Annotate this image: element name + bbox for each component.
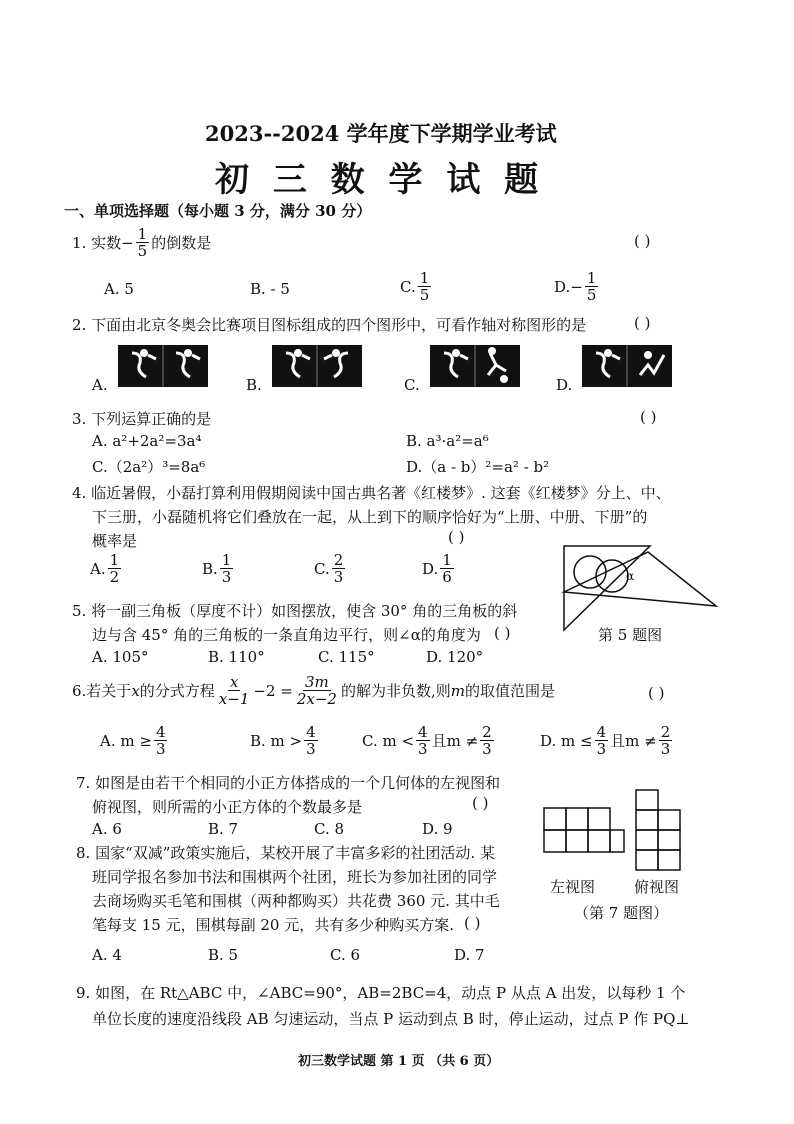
q6-c-mid: 且m ≠ (431, 732, 479, 750)
q2-answer-paren: ( ) (634, 314, 651, 332)
q6-stem-d: 的取值范围是 (464, 682, 555, 700)
q7-top-view-label: 俯视图 (634, 878, 680, 896)
question-8-line1: 8. 国家“双减”政策实施后，某校开展了丰富多彩的社团活动. 某 (76, 844, 495, 862)
q4-d-num: 1 (442, 551, 452, 569)
question-5-line1: 5. 将一副三角板（厚度不计）如图摆放，使含 30° 角的三角板的斜 (72, 602, 518, 620)
q5-option-b: B. 110° (208, 648, 265, 666)
q6-var-m: m (450, 681, 465, 700)
skier-hockey-icon (430, 345, 520, 387)
q6-d-num1: 4 (596, 723, 607, 741)
q6-a-den: 3 (155, 740, 166, 758)
q7-top-view-figure (634, 788, 694, 872)
exam-title: 2023--2024 学年度下学期学业考试 (205, 121, 557, 146)
q6-mid: −2 = (253, 681, 293, 700)
q4-option-b (202, 552, 235, 585)
q7-option-b: B. 7 (208, 820, 239, 838)
q4-c-label: C. (314, 559, 330, 578)
q1-stem-a: 1. 实数 (72, 234, 122, 252)
q5-option-a: A. 105° (92, 648, 149, 666)
q4-d-den: 6 (442, 568, 452, 586)
q1-minus: − (121, 233, 134, 252)
skier-mirror-icon (272, 345, 362, 387)
q6-d-den1: 3 (596, 740, 607, 758)
q2-figure-a (118, 345, 208, 387)
question-3-stem: 3. 下列运算正确的是 (72, 410, 212, 428)
q6-stem-c: 的解为非负数,则 (340, 682, 451, 700)
q4-b-label: B. (202, 559, 218, 578)
q4-b-num: 1 (221, 551, 232, 569)
q3-option-b: B. a³·a²=a⁶ (406, 432, 489, 450)
page-footer: 初三数学试题 第 1 页 （共 6 页） (298, 1054, 500, 1069)
q6-f2-den: 2x−2 (296, 690, 337, 708)
q1-option-b: B. - 5 (250, 280, 290, 298)
q8-option-c: C. 6 (330, 946, 361, 964)
q6-option-d (540, 724, 674, 757)
q6-answer-paren: ( ) (648, 684, 665, 702)
q4-c-den: 3 (333, 568, 344, 586)
q2-label-c: C. (404, 376, 420, 394)
question-8-line4: 笔每支 15 元，围棋每副 20 元，共有多少种购买方案. (92, 916, 455, 934)
q6-c-den1: 3 (418, 740, 428, 758)
question-7-line1: 7. 如图是由若干个相同的小正方体搭成的一个几何体的左视图和 (76, 774, 501, 792)
q8-answer-paren: ( ) (464, 914, 481, 932)
question-4-line2: 下三册，小磊随机将它们叠放在一起，从上到下的顺序恰好为“上册、中册、下册”的 (92, 508, 648, 526)
q1-option-a: A. 5 (104, 280, 134, 298)
q4-c-num: 2 (333, 551, 344, 569)
q5-answer-paren: ( ) (494, 624, 511, 642)
q2-figure-d (582, 345, 672, 387)
q1-d-den: 5 (586, 286, 597, 304)
q4-a-label: A. (90, 559, 106, 578)
section-heading: 一、单项选择题（每小题 3 分，满分 30 分） (64, 202, 372, 220)
question-6-stem (72, 674, 555, 707)
q2-label-d: D. (556, 376, 573, 394)
q5-triangles-figure (560, 542, 720, 632)
q1-option-c (400, 270, 433, 303)
q1-fraction (136, 226, 150, 259)
q6-f1-den: x−1 (218, 690, 250, 708)
q6-b-label: B. m > (250, 731, 303, 750)
q6-d-label: D. m ≤ (540, 731, 593, 750)
question-1-stem (72, 226, 211, 259)
q7-option-d: D. 9 (422, 820, 453, 838)
question-5-line2: 边与含 45° 角的三角板的一条直角边平行，则∠α的角度为 (92, 626, 481, 644)
q4-b-den: 3 (221, 568, 232, 586)
q8-option-a: A. 4 (92, 946, 122, 964)
q2-label-a: A. (92, 376, 108, 394)
q4-a-num: 1 (109, 551, 120, 569)
q4-answer-paren: ( ) (448, 528, 465, 546)
q6-b-num: 4 (306, 723, 316, 741)
q6-d-mid: 且m ≠ (610, 732, 657, 750)
q5-option-d: D. 120° (426, 648, 484, 666)
q6-stem-a: 6.若关于 (72, 682, 132, 700)
q1-option-d (554, 270, 600, 303)
skier-skating-icon (582, 345, 672, 387)
question-8-line2: 班同学报名参加书法和围棋两个社团，班长为参加社团的同学 (92, 868, 498, 886)
q5-option-c: C. 115° (318, 648, 375, 666)
q6-option-a (100, 724, 169, 757)
q1-c-den: 5 (419, 286, 430, 304)
q7-left-view-label: 左视图 (550, 878, 596, 896)
q6-a-num: 4 (155, 723, 166, 741)
q6-option-c (362, 724, 496, 757)
q1-den: 5 (137, 242, 148, 260)
q3-option-a: A. a²+2a²=3a⁴ (92, 432, 202, 450)
q5-alpha-label: α (626, 569, 635, 583)
q1-c-num: 1 (419, 269, 430, 287)
q8-option-d: D. 7 (454, 946, 485, 964)
q6-f2-num: 3m (305, 673, 329, 691)
q6-stem-b: 的分式方程 (139, 682, 215, 700)
q6-a-label: A. m ≥ (100, 731, 152, 750)
question-2-stem: 2. 下面由北京冬奥会比赛项目图标组成的四个图形中，可看作轴对称图形的是 (72, 316, 587, 334)
q2-figure-b (272, 345, 362, 387)
q3-answer-paren: ( ) (640, 408, 657, 426)
q1-d-num: 1 (586, 269, 597, 287)
q1-d-minus: − (570, 277, 583, 296)
q6-var-x: x (131, 681, 140, 700)
q7-option-a: A. 6 (92, 820, 122, 838)
q6-f1-num: x (229, 673, 239, 691)
question-8-line3: 去商场购买毛笔和围棋（两种都购买）共花费 360 元. 其中毛 (92, 892, 500, 910)
q7-answer-paren: ( ) (472, 794, 489, 812)
q1-num: 1 (137, 225, 148, 243)
q5-caption: 第 5 题图 (598, 626, 663, 644)
q1-answer-paren: ( ) (634, 232, 651, 250)
q8-option-b: B. 5 (208, 946, 239, 964)
q6-c-num1: 4 (418, 723, 428, 741)
q6-d-den2: 3 (660, 740, 671, 758)
q4-option-d (422, 552, 456, 585)
q4-option-a (90, 552, 123, 585)
q3-option-c: C.（2a²）³=8a⁶ (92, 458, 206, 476)
q7-caption: （第 7 题图） (574, 904, 669, 922)
q6-c-num2: 2 (482, 723, 492, 741)
q3-option-d: D.（a - b）²=a² - b² (406, 458, 550, 476)
q1-stem-b: 的倒数是 (151, 234, 212, 252)
q4-d-label: D. (422, 559, 439, 578)
q6-option-b (250, 724, 320, 757)
q4-a-den: 2 (109, 568, 120, 586)
q4-option-c (314, 552, 347, 585)
skier-pair-icon (118, 345, 208, 387)
question-4-line3: 概率是 (92, 532, 138, 550)
main-title: 初 三 数 学 试 题 (215, 160, 545, 200)
question-9-line1: 9. 如图，在 Rt△ABC 中，∠ABC=90°，AB=2BC=4，动点 P 从点 A 出发，以每秒 1 个 (76, 984, 686, 1002)
q6-c-den2: 3 (482, 740, 492, 758)
question-4-line1: 4. 临近暑假，小磊打算利用假期阅读中国古典名著《红楼梦》. 这套《红楼梦》分上、中、 (72, 484, 671, 502)
q7-left-view-figure (542, 806, 626, 866)
q1-d-label: D. (554, 277, 571, 296)
q6-b-den: 3 (306, 740, 316, 758)
q7-option-c: C. 8 (314, 820, 345, 838)
q6-d-num2: 2 (660, 723, 671, 741)
question-7-line2: 俯视图，则所需的小正方体的个数最多是 (92, 798, 363, 816)
q6-c-label: C. m < (362, 731, 415, 750)
q2-figure-c (430, 345, 520, 387)
q2-label-b: B. (246, 376, 262, 394)
question-9-line2: 单位长度的速度沿线段 AB 匀速运动，当点 P 运动到点 B 时，停止运动，过点 P 作 PQ⊥ (92, 1010, 690, 1028)
q1-c-label: C. (400, 277, 416, 296)
